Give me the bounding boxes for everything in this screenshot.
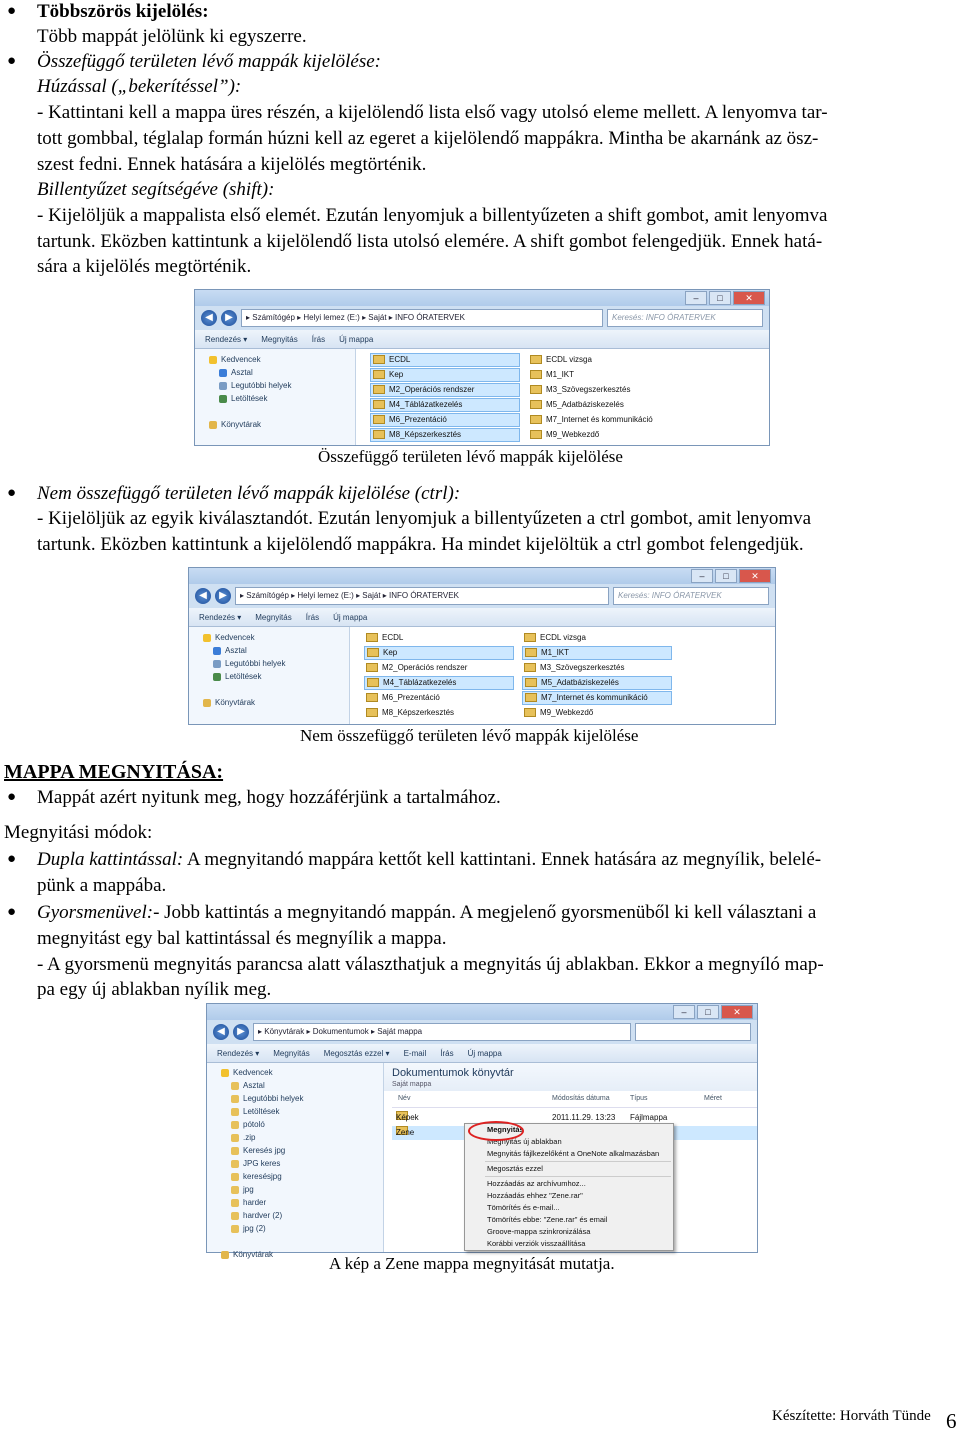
kbd-title: Billentyűzet segítségéve (shift): bbox=[37, 179, 275, 200]
folder-icon bbox=[231, 1186, 239, 1194]
nav-item[interactable]: hardver (2) bbox=[207, 1209, 383, 1222]
double-click-line bbox=[37, 847, 821, 873]
nav-item bbox=[207, 1235, 383, 1248]
back-icon[interactable]: ◀ bbox=[213, 1024, 229, 1040]
navigation-pane bbox=[189, 627, 350, 724]
nav-item[interactable]: .zip bbox=[207, 1131, 383, 1144]
toolbar bbox=[189, 608, 775, 627]
nav-item-recent[interactable]: Legutóbbi helyek bbox=[195, 379, 355, 392]
menu-separator bbox=[485, 1161, 671, 1162]
folder-icon bbox=[530, 355, 542, 364]
bullet-3: ● bbox=[7, 485, 17, 501]
bullet-4: ● bbox=[7, 789, 17, 805]
minimize-icon[interactable]: – bbox=[673, 1005, 695, 1019]
folder-item[interactable]: M3_Szövegszerkesztés bbox=[528, 383, 678, 397]
col-name[interactable]: Név bbox=[398, 1095, 411, 1102]
title-bar bbox=[207, 1004, 757, 1020]
email-button[interactable]: E-mail bbox=[403, 1048, 427, 1058]
open-button[interactable]: Megnyitás bbox=[273, 1048, 310, 1058]
context-menu-item[interactable]: Hozzáadás az archívumhoz... bbox=[487, 1179, 586, 1188]
forward-icon[interactable]: ▶ bbox=[215, 588, 231, 604]
folder-icon bbox=[373, 400, 385, 409]
close-icon[interactable]: ✕ bbox=[739, 569, 771, 583]
folder-item[interactable]: M5_Adatbáziskezelés bbox=[522, 676, 672, 690]
navigation-pane bbox=[207, 1063, 384, 1259]
list-item-kepek[interactable]: Képek 2011.11.29. 13:23 Fájlmappa bbox=[396, 1113, 668, 1122]
nav-item-desktop[interactable]: Asztal bbox=[195, 366, 355, 379]
folder-icon bbox=[231, 1225, 239, 1233]
folder-icon bbox=[231, 1173, 239, 1181]
back-icon[interactable]: ◀ bbox=[195, 588, 211, 604]
address-bar[interactable]: ▸ Számítógép ▸ Helyi lemez (E:) ▸ Saját ▸ INFO ÓRATERVEK bbox=[241, 309, 603, 327]
downloads-icon bbox=[219, 395, 227, 403]
folder-icon bbox=[231, 1199, 239, 1207]
star-icon bbox=[221, 1069, 229, 1077]
folder-icon bbox=[231, 1160, 239, 1168]
folder-icon bbox=[366, 693, 378, 702]
bullet-1: ● bbox=[7, 3, 17, 19]
column-headers bbox=[392, 1095, 757, 1108]
folder-icon bbox=[367, 648, 379, 657]
folder-icon bbox=[373, 385, 385, 394]
context-menu-line bbox=[37, 900, 816, 926]
address-bar[interactable]: ▸ Könyvtárak ▸ Dokumentumok ▸ Saját mappa bbox=[253, 1023, 631, 1041]
maximize-icon[interactable]: □ bbox=[709, 291, 731, 305]
folder-item[interactable]: Kep bbox=[364, 646, 514, 660]
title-bar bbox=[195, 290, 769, 306]
organize-button[interactable]: Rendezés ▾ bbox=[205, 334, 248, 344]
context-menu-item[interactable]: Megnyitás fájlkezelőként a OneNote alkalmazásban bbox=[487, 1149, 660, 1158]
context-line-3: - A gyorsmenü megnyitás parancsa alatt választhatjuk a megnyitás új ablakban. Ekkor a megnyíló map- bbox=[37, 954, 824, 975]
context-menu-item[interactable]: Megnyitás bbox=[487, 1125, 524, 1134]
folder-item[interactable]: M4_Táblázatkezelés bbox=[370, 398, 520, 412]
bullet-2: ● bbox=[7, 53, 17, 69]
context-menu-item[interactable]: Megosztás ezzel bbox=[487, 1164, 543, 1173]
new-folder-button[interactable]: Új mappa bbox=[339, 334, 374, 344]
folder-icon bbox=[525, 648, 537, 657]
folder-item[interactable]: ECDL vizsga bbox=[522, 631, 672, 645]
context-menu-item[interactable]: Megnyitás új ablakban bbox=[487, 1137, 562, 1146]
search-input[interactable]: Keresés: INFO ÓRATERVEK bbox=[613, 587, 769, 605]
menu-separator bbox=[485, 1176, 671, 1177]
desktop-icon bbox=[219, 369, 227, 377]
nav-item-favorites[interactable]: Kedvencek bbox=[189, 631, 349, 644]
title-bar bbox=[189, 568, 775, 584]
search-input[interactable]: Keresés: INFO ÓRATERVEK bbox=[607, 309, 763, 327]
folder-icon bbox=[231, 1147, 239, 1155]
address-bar[interactable]: ▸ Számítógép ▸ Helyi lemez (E:) ▸ Saját ▸ INFO ÓRATERVEK bbox=[235, 587, 609, 605]
section1-title: Többszörös kijelölés: bbox=[37, 1, 209, 22]
folder-icon bbox=[373, 355, 385, 364]
caption-2: Nem összefüggő területen lévő mappák kijelölése bbox=[300, 726, 639, 745]
methods-label: Megnyitási módok: bbox=[4, 822, 153, 843]
context-menu-item[interactable]: Hozzáadás ehhez "Zene.rar" bbox=[487, 1191, 583, 1200]
folder-item[interactable]: ECDL vizsga bbox=[528, 353, 678, 367]
list-item-zene[interactable]: Zene bbox=[392, 1126, 757, 1140]
col-type[interactable]: Típus bbox=[630, 1095, 648, 1102]
folder-content bbox=[356, 349, 769, 445]
nav-item[interactable]: Letöltések bbox=[207, 1105, 383, 1118]
context-menu-item[interactable]: Korábbi verziók visszaállítása bbox=[487, 1239, 586, 1248]
explorer-screenshot-3 bbox=[206, 1003, 758, 1259]
nav-item[interactable]: JPG keres bbox=[207, 1157, 383, 1170]
section3-bullet-1: Mappát azért nyitunk meg, hogy hozzáférjünk a tartalmához. bbox=[37, 787, 501, 808]
desktop-icon bbox=[213, 647, 221, 655]
folder-item[interactable]: M2_Operációs rendszer bbox=[364, 661, 514, 675]
context-line-4: pa egy új ablakban nyílik meg. bbox=[37, 979, 272, 1000]
organize-button[interactable]: Rendezés ▾ bbox=[199, 612, 242, 622]
context-menu-item[interactable]: Tömörítés ebbe: "Zene.rar" és email bbox=[487, 1215, 608, 1224]
section1-line1: Több mappát jelölünk ki egyszerre. bbox=[37, 26, 307, 47]
nav-item[interactable]: Könyvtárak bbox=[207, 1248, 383, 1261]
folder-item[interactable]: M9_Webkezdő bbox=[522, 706, 672, 720]
minimize-icon[interactable]: – bbox=[685, 291, 707, 305]
folder-icon bbox=[231, 1121, 239, 1129]
folder-icon bbox=[373, 415, 385, 424]
drag-line-3: szest fedni. Ennek hatására a kijelölés megtörténik. bbox=[37, 154, 427, 175]
forward-icon[interactable]: ▶ bbox=[233, 1024, 249, 1040]
nav-item-downloads[interactable]: Letöltések bbox=[195, 392, 355, 405]
folder-icon bbox=[530, 400, 542, 409]
footer-author: Készítette: Horváth Tünde bbox=[772, 1408, 931, 1424]
nav-item-favorites[interactable]: Kedvencek bbox=[195, 353, 355, 366]
folder-item[interactable]: M5_Adatbáziskezelés bbox=[528, 398, 678, 412]
recent-places-icon bbox=[213, 660, 221, 668]
nav-item-desktop[interactable]: Asztal bbox=[189, 644, 349, 657]
new-folder-button[interactable]: Új mappa bbox=[467, 1048, 502, 1058]
star-icon bbox=[203, 634, 211, 642]
folder-icon bbox=[231, 1108, 239, 1116]
folder-icon bbox=[366, 633, 378, 642]
section2-line-1: - Kijelöljük az egyik kiválasztandót. Ezután lenyomjuk a billentyűzeten a ctrl gombot, amit lenyomva bbox=[37, 508, 812, 529]
library-title: Dokumentumok könyvtár bbox=[392, 1067, 514, 1079]
folder-item[interactable]: M8_Képszerkesztés bbox=[364, 706, 514, 720]
organize-button[interactable]: Rendezés ▾ bbox=[217, 1048, 260, 1058]
page-number: 6 bbox=[946, 1409, 957, 1433]
maximize-icon[interactable]: □ bbox=[715, 569, 737, 583]
star-icon bbox=[209, 356, 217, 364]
folder-icon bbox=[231, 1082, 239, 1090]
folder-icon bbox=[525, 678, 537, 687]
burn-button[interactable]: Írás bbox=[440, 1048, 454, 1058]
library-icon bbox=[209, 421, 217, 429]
folder-icon bbox=[367, 678, 379, 687]
nav-item[interactable]: Kedvencek bbox=[207, 1066, 383, 1079]
context-menu bbox=[464, 1123, 674, 1251]
folder-item[interactable]: M6_Prezentáció bbox=[370, 413, 520, 427]
nav-item[interactable]: jpg (2) bbox=[207, 1222, 383, 1235]
toolbar bbox=[195, 330, 769, 349]
bullet-5: ● bbox=[7, 851, 17, 867]
folder-item[interactable]: ECDL bbox=[364, 631, 514, 645]
folder-item[interactable]: M1_IKT bbox=[522, 646, 672, 660]
folder-icon bbox=[524, 633, 536, 642]
navigation-pane bbox=[195, 349, 356, 445]
kbd-line-1: - Kijelöljük a mappalista első elemét. Ezután lenyomjuk a billentyűzeten a shift gombot, amit lenyomva bbox=[37, 205, 828, 226]
toolbar bbox=[207, 1044, 757, 1063]
highlight-ring bbox=[468, 1121, 524, 1141]
double-click-text: A megnyitandó mappára kettőt kell kattintani. Ennek hatására az megnyílik, belelé- bbox=[183, 849, 822, 870]
nav-item-libraries[interactable]: Könyvtárak bbox=[189, 696, 349, 709]
folder-icon bbox=[524, 663, 536, 672]
nav-item[interactable]: pótoló bbox=[207, 1118, 383, 1131]
folder-item[interactable]: M8_Képszerkesztés bbox=[370, 428, 520, 442]
folder-icon bbox=[366, 708, 378, 717]
drag-line-2: tott gombbal, téglalap formán húzni kell az egeret a kijelölendő mappákra. Mintha be akarnánk az ösz- bbox=[37, 128, 819, 149]
folder-icon bbox=[530, 370, 542, 379]
explorer-screenshot-1 bbox=[194, 289, 770, 446]
folder-content bbox=[350, 627, 775, 724]
context-menu-label: Gyorsmenüvel: bbox=[37, 902, 154, 923]
close-icon[interactable]: ✕ bbox=[721, 1005, 753, 1019]
nav-item-libraries[interactable]: Könyvtárak bbox=[195, 418, 355, 431]
kbd-line-2: tartunk. Eközben kattintunk a kijelölendő lista utolsó elemére. A shift gombot felengedjük. Ennek hatá- bbox=[37, 231, 823, 252]
explorer-screenshot-2 bbox=[188, 567, 776, 725]
folder-item[interactable]: M2_Operációs rendszer bbox=[370, 383, 520, 397]
folder-item[interactable]: M4_Táblázatkezelés bbox=[364, 676, 514, 690]
folder-icon bbox=[525, 693, 537, 702]
share-button[interactable]: Megosztás ezzel ▾ bbox=[323, 1048, 390, 1058]
folder-item[interactable]: Kep bbox=[370, 368, 520, 382]
maximize-icon[interactable]: □ bbox=[697, 1005, 719, 1019]
folder-item[interactable]: M7_Internet és kommunikáció bbox=[528, 413, 678, 427]
caption-3: A kép a Zene mappa megnyitását mutatja. bbox=[329, 1254, 615, 1273]
folder-icon bbox=[373, 430, 385, 439]
nav-item-recent[interactable]: Legutóbbi helyek bbox=[189, 657, 349, 670]
library-subtitle: Saját mappa bbox=[392, 1081, 432, 1088]
section2-line-2: tartunk. Eközben kattintunk a kijelölendő mappákra. Ha mindet kijelöltük a ctrl gombot felengedjük. bbox=[37, 534, 804, 555]
folder-icon bbox=[524, 708, 536, 717]
drag-title: Húzással („bekerítéssel”): bbox=[37, 76, 242, 97]
nav-item[interactable]: Legutóbbi helyek bbox=[207, 1092, 383, 1105]
folder-item[interactable]: M9_Webkezdő bbox=[528, 428, 678, 442]
burn-button[interactable]: Írás bbox=[311, 334, 326, 344]
close-icon[interactable]: ✕ bbox=[733, 291, 765, 305]
nav-item[interactable]: keresésjpg bbox=[207, 1170, 383, 1183]
minimize-icon[interactable]: – bbox=[691, 569, 713, 583]
nav-item[interactable]: jpg bbox=[207, 1183, 383, 1196]
search-input[interactable] bbox=[635, 1023, 751, 1041]
folder-content bbox=[384, 1063, 757, 1252]
folder-icon bbox=[530, 385, 542, 394]
folder-icon bbox=[530, 430, 542, 439]
library-icon bbox=[203, 699, 211, 707]
col-date[interactable]: Módosítás dátuma bbox=[552, 1095, 610, 1102]
library-icon bbox=[221, 1251, 229, 1259]
folder-item[interactable]: M7_Internet és kommunikáció bbox=[522, 691, 672, 705]
new-folder-button[interactable]: Új mappa bbox=[333, 612, 368, 622]
section1-subtitle: Összefüggő területen lévő mappák kijelölése: bbox=[37, 51, 382, 72]
section3-heading: MAPPA MEGNYITÁSA: bbox=[4, 761, 224, 783]
folder-icon bbox=[231, 1212, 239, 1220]
burn-button[interactable]: Írás bbox=[305, 612, 320, 622]
folder-icon bbox=[373, 370, 385, 379]
nav-item[interactable]: harder bbox=[207, 1196, 383, 1209]
context-menu-text: - Jobb kattintás a megnyitandó mappán. A megjelenő gyorsmenüből ki kell választani a bbox=[153, 902, 817, 923]
open-button[interactable]: Megnyitás bbox=[261, 334, 298, 344]
folder-item[interactable]: M6_Prezentáció bbox=[364, 691, 514, 705]
kbd-line-3: sára a kijelölés megtörténik. bbox=[37, 256, 252, 277]
drag-line-1: - Kattintani kell a mappa üres részén, a kijelölendő lista első vagy utolsó eleme mellett. A lenyomva tar- bbox=[37, 102, 828, 123]
back-icon[interactable]: ◀ bbox=[201, 310, 217, 326]
section2-title: Nem összefüggő területen lévő mappák kijelölése (ctrl): bbox=[37, 483, 461, 504]
folder-item[interactable]: ECDL bbox=[370, 353, 520, 367]
folder-icon bbox=[231, 1134, 239, 1142]
caption-1: Összefüggő területen lévő mappák kijelölése bbox=[318, 447, 623, 466]
folder-item[interactable]: M3_Szövegszerkesztés bbox=[522, 661, 672, 675]
nav-item[interactable]: Asztal bbox=[207, 1079, 383, 1092]
bullet-6: ● bbox=[7, 904, 17, 920]
context-menu-item[interactable]: Groove-mappa szinkronizálása bbox=[487, 1227, 591, 1236]
col-size[interactable]: Méret bbox=[704, 1095, 722, 1102]
nav-item[interactable]: Keresés jpg bbox=[207, 1144, 383, 1157]
folder-icon bbox=[530, 415, 542, 424]
context-menu-item[interactable]: Tömörítés és e-mail... bbox=[487, 1203, 560, 1212]
forward-icon[interactable]: ▶ bbox=[221, 310, 237, 326]
recent-places-icon bbox=[219, 382, 227, 390]
downloads-icon bbox=[213, 673, 221, 681]
context-line-2: megnyitást egy bal kattintással és megnyílik a mappa. bbox=[37, 928, 447, 949]
double-click-label: Dupla kattintással: bbox=[37, 849, 184, 870]
folder-icon bbox=[231, 1095, 239, 1103]
folder-icon bbox=[366, 663, 378, 672]
double-click-line-2: pünk a mappába. bbox=[37, 875, 167, 896]
nav-item-downloads[interactable]: Letöltések bbox=[189, 670, 349, 683]
open-button[interactable]: Megnyitás bbox=[255, 612, 292, 622]
folder-item[interactable]: M1_IKT bbox=[528, 368, 678, 382]
